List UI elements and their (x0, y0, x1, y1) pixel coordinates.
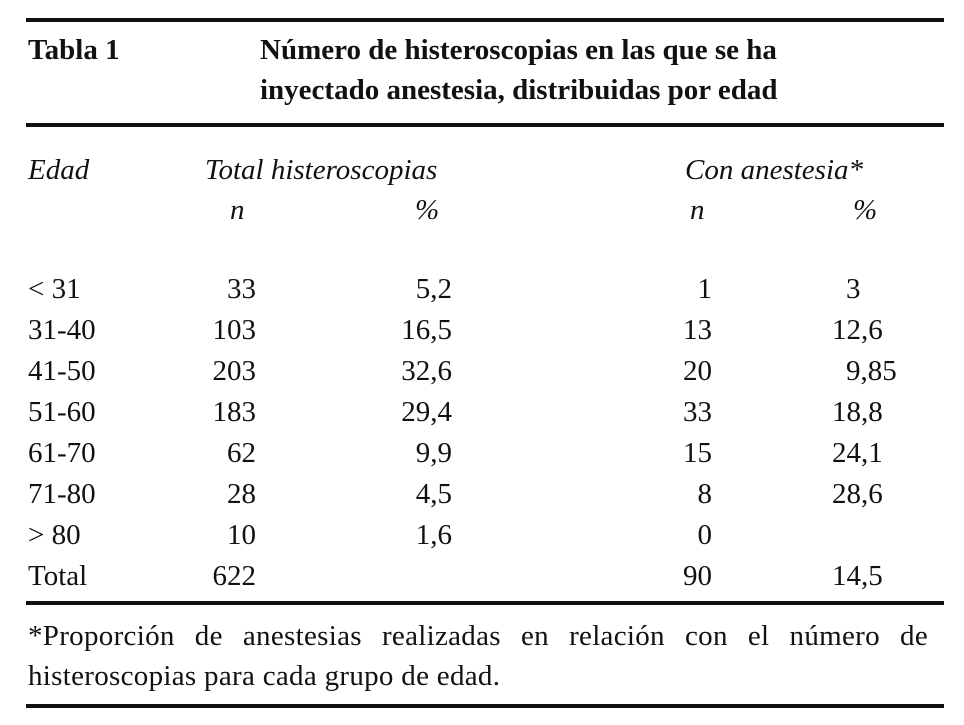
cell-total-percent: 9,9 (415, 437, 452, 469)
table-top-rule (26, 18, 944, 22)
header-total-n: n (230, 194, 245, 226)
cell-anesthesia-n: 90 (683, 560, 712, 592)
cell-total-n: 622 (212, 560, 256, 592)
table-bottom-rule (26, 601, 944, 605)
cell-total-percent: 32,6 (401, 355, 452, 387)
cell-total-n: 183 (212, 396, 256, 428)
table-title-line-2: inyectado anestesia, distribuidas por edad (260, 74, 778, 106)
cell-age: < 31 (28, 273, 81, 305)
table-title (260, 30, 940, 110)
cell-anesthesia-percent: 12,6 (832, 314, 883, 346)
header-age: Edad (28, 154, 90, 186)
cell-anesthesia-n: 0 (697, 519, 712, 551)
table-footnote: *Proporción de anestesias realizadas en relación con el número de histeroscopias para cada grupo de edad. (28, 620, 928, 692)
cell-age: 71-80 (28, 478, 96, 510)
cell-anesthesia-n: 33 (683, 396, 712, 428)
cell-anesthesia-percent: 18,8 (832, 396, 883, 428)
cell-age: > 80 (28, 519, 81, 551)
cell-total-n: 10 (227, 519, 256, 551)
table-label: Tabla 1 (28, 34, 120, 66)
footnote-bottom-rule (26, 704, 944, 708)
cell-anesthesia-percent: 14,5 (832, 560, 883, 592)
cell-total-n: 33 (227, 273, 256, 305)
cell-total-n: 62 (227, 437, 256, 469)
cell-age: 61-70 (28, 437, 96, 469)
header-anesthesia-n: n (690, 194, 705, 226)
cell-anesthesia-n: 8 (697, 478, 712, 510)
cell-anesthesia-percent: 28,6 (832, 478, 883, 510)
cell-age: Total (28, 560, 88, 592)
cell-total-percent: 5,2 (415, 273, 452, 305)
cell-total-n: 103 (212, 314, 256, 346)
cell-anesthesia-n: 15 (683, 437, 712, 469)
cell-anesthesia-n: 13 (683, 314, 712, 346)
cell-anesthesia-n: 20 (683, 355, 712, 387)
cell-total-percent: 1,6 (415, 519, 452, 551)
header-rule (26, 123, 944, 127)
table-title-line-1: Número de histeroscopias en las que se ha (260, 34, 777, 66)
header-total-histeroscopias: Total histeroscopias (205, 154, 438, 186)
cell-total-n: 203 (212, 355, 256, 387)
header-anesthesia-percent: % (853, 194, 878, 226)
cell-anesthesia-percent: 9,85 (846, 355, 897, 387)
cell-age: 41-50 (28, 355, 96, 387)
cell-anesthesia-percent: 24,1 (832, 437, 883, 469)
cell-total-percent: 29,4 (401, 396, 452, 428)
cell-age: 51-60 (28, 396, 96, 428)
cell-anesthesia-n: 1 (697, 273, 712, 305)
cell-total-percent: 4,5 (415, 478, 452, 510)
cell-anesthesia-percent: 3 (846, 273, 861, 305)
cell-total-percent: 16,5 (401, 314, 452, 346)
header-con-anestesia: Con anestesia* (685, 154, 864, 186)
header-total-percent: % (415, 194, 440, 226)
cell-total-n: 28 (227, 478, 256, 510)
cell-age: 31-40 (28, 314, 96, 346)
